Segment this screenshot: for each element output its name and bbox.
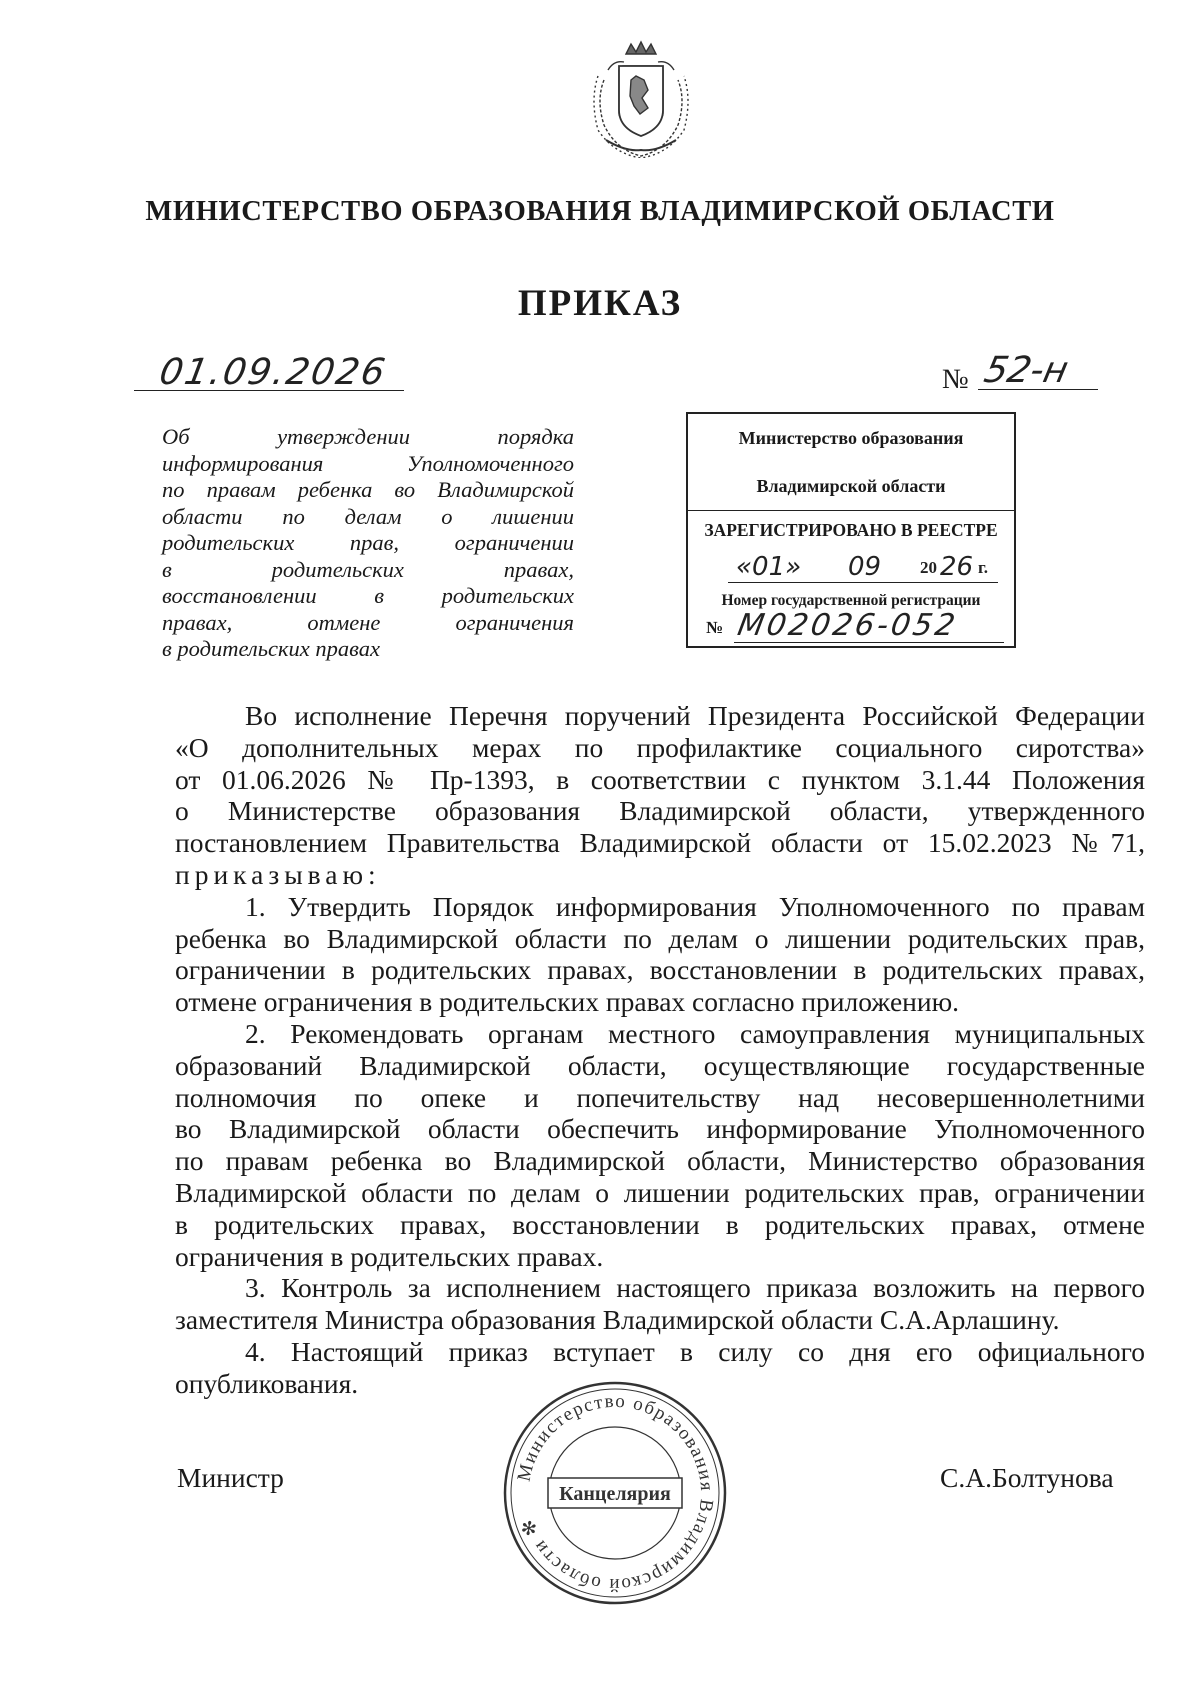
- signatory-title: Министр: [177, 1462, 284, 1493]
- stamp-no-sign: №: [706, 618, 724, 637]
- order-word: приказываю:: [175, 858, 381, 890]
- stamp-org-line-2: Владимирской области: [756, 476, 946, 496]
- stamp-reg-number: М02026-052: [734, 608, 961, 643]
- subject-line: правах, отмене ограничения: [162, 609, 574, 635]
- body-line: 1. Утвердить Порядок информирования Уполномоченного по правам: [245, 890, 1145, 922]
- order-number: 52-н: [980, 350, 1072, 391]
- stamp-registered-label: ЗАРЕГИСТРИРОВАНО В РЕЕСТРЕ: [704, 520, 998, 540]
- signatory-name: С.А.Болтунова: [940, 1462, 1114, 1493]
- body-line: образований Владимирской области, осуществляющие государственные: [175, 1049, 1145, 1081]
- stamp-reg-day: «01»: [736, 552, 802, 582]
- subject-line: информирования Уполномоченного: [162, 450, 574, 476]
- stamp-registration-date: [728, 552, 998, 582]
- subject-line: в родительских правах: [162, 636, 380, 661]
- body-line: 3. Контроль за исполнением настоящего приказа возложить на первого: [245, 1272, 1145, 1304]
- body-line: ограничении в родительских правах, восстановлении в родительских правах,: [175, 954, 1145, 986]
- stamp-org-line-1: Министерство образования: [738, 428, 964, 448]
- stamp-reg-number-label: Номер государственной регистрации: [721, 592, 981, 609]
- order-subject: [162, 424, 574, 663]
- coat-of-arms-emblem: [586, 40, 696, 158]
- stamp-reg-year: 26: [940, 552, 974, 582]
- stamp-reg-number-underline: [734, 642, 1004, 643]
- body-line: в родительских правах, восстановлении в родительских правах, отмене: [175, 1208, 1145, 1240]
- seal-center-text: Канцелярия: [559, 1483, 671, 1505]
- body-line: о Министерстве образования Владимирской области, утвержденного: [175, 795, 1145, 827]
- stamp-reg-year-prefix: 20: [920, 558, 937, 577]
- body-line: 4. Настоящий приказ вступает в силу со дня его официального: [245, 1335, 1145, 1367]
- order-body: [175, 700, 1145, 1400]
- order-number-label: №: [942, 364, 969, 395]
- body-line: от 01.06.2026 № Пр-1393, в соответствии с пунктом 3.1.44 Положения: [175, 763, 1145, 795]
- body-line: ограничения в родительских правах.: [175, 1240, 604, 1272]
- body-line: отмене ограничения в родительских правах согласно приложению.: [175, 986, 960, 1018]
- subject-line: в родительских правах,: [162, 556, 574, 582]
- subject-line: области по делам о лишении: [162, 503, 574, 529]
- round-seal-stamp: [500, 1378, 730, 1608]
- stamp-date-underline: [728, 582, 998, 583]
- ministry-heading: МИНИСТЕРСТВО ОБРАЗОВАНИЯ ВЛАДИМИРСКОЙ ОБЛАСТИ: [145, 196, 1055, 227]
- body-line: Во исполнение Перечня поручений Президента Российской Федерации: [245, 700, 1145, 731]
- body-line: Владимирской области по делам о лишении родительских прав, ограничении: [175, 1176, 1145, 1208]
- body-line: опубликования.: [175, 1367, 359, 1399]
- body-line: 2. Рекомендовать органам местного самоуправления муниципальных: [245, 1017, 1145, 1049]
- body-line: постановлением Правительства Владимирской области от 15.02.2023 №71,: [175, 827, 1145, 859]
- seal-ring-text: Министерство образования Владимирской области ✻: [513, 1390, 718, 1596]
- body-line: полномочия по опеке и попечительству над несовершеннолетними: [175, 1081, 1145, 1113]
- stamp-reg-month: 09: [848, 552, 882, 582]
- document-type-title: ПРИКАЗ: [517, 283, 683, 324]
- body-line: «О дополнительных мерах по профилактике социального сиротства»: [175, 731, 1145, 763]
- body-line: ребенка во Владимирской области по делам о лишении родительских прав,: [175, 922, 1145, 954]
- subject-line: родительских прав, ограничении: [162, 530, 574, 555]
- order-date: 01.09.2026: [156, 352, 390, 393]
- body-line: по правам ребенка во Владимирской области, Министерство образования: [175, 1145, 1145, 1177]
- subject-line: восстановлении в родительских: [162, 583, 574, 608]
- subject-line: по правам ребенка во Владимирской: [162, 477, 574, 502]
- body-line: заместителя Министра образования Владимирской области С.А.Арлашину.: [175, 1304, 1060, 1336]
- stamp-divider: [688, 510, 1014, 511]
- stamp-reg-year-suffix: г.: [978, 558, 989, 577]
- registry-stamp: [686, 412, 1016, 648]
- subject-line: Об утверждении порядка: [162, 424, 574, 449]
- body-line: во Владимирской области обеспечить информирование Уполномоченного: [175, 1113, 1145, 1145]
